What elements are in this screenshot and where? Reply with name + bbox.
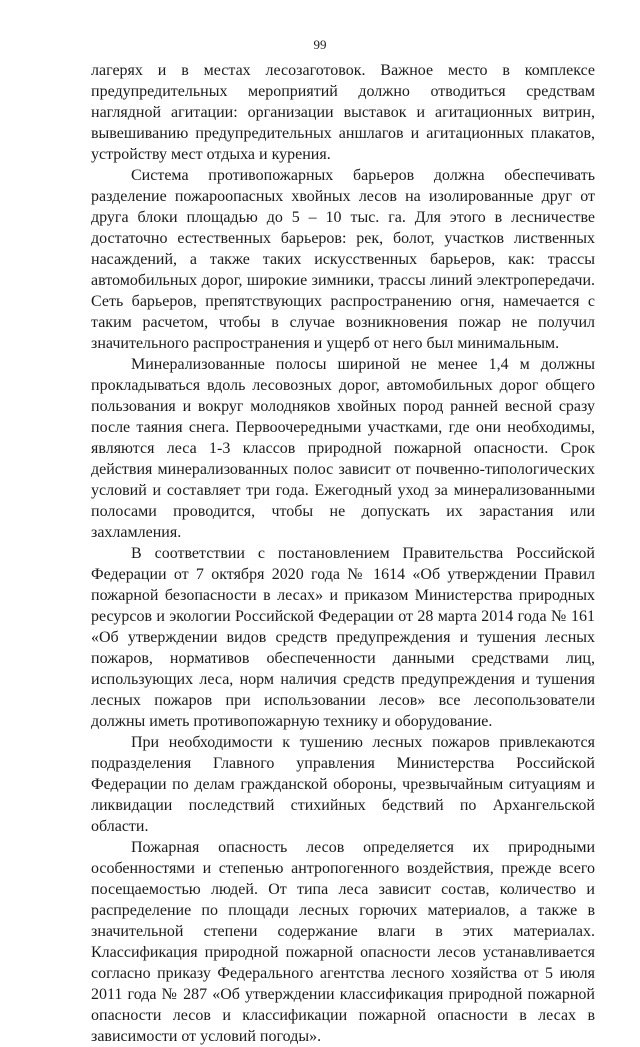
paragraph-fire-barriers: Система противопожарных барьеров должна обеспечивать разделение пожароопасных хвойных лесов на изолированные друг от друга блоки площадью до 5 – 10 тыс. га. Для этого в лесничестве достаточно естественных барьеров: рек, болот, участков лиственных насаждений, а также таких искусственных барьеров, как: трассы автомобильных дорог, широкие зимники, трассы линий электропередачи. Сеть барьеров, препятствующих распространению огня, намечается с таким расчетом, чтобы в случае возникновения пожар не получил значительного распространения и ущерб от него был минимальным. bbox=[91, 167, 595, 352]
paragraph-regulations: В соответствии с постановлением Правительства Российской Федерации от 7 октября 2020 года № 1614 «Об утверждении Правил пожарной безопасности в лесах» и приказом Министерства природных ресурсов и экологии Российской Федерации от 28 марта 2014 года № 161 «Об утверждении видов средств предупреждения и тушения лесных пожаров, нормативов обеспеченности данными средствами лиц, использующих леса, норм наличия средств предупреждения и тушения лесных пожаров при использовании лесов» все лесопользователи должны иметь противопожарную технику и оборудование. bbox=[91, 545, 595, 730]
paragraph-mineralized-strips: Минерализованные полосы шириной не менее 1,4 м должны прокладываться вдоль лесовозных дорог, автомобильных дорог общего пользования и вокруг молодняков хвойных пород ранней весной сразу после таяния снега. Первоочередными участками, где они необходимы, являются леса 1-3 классов природной пожарной опасности. Срок действия минерализованных полос зависит от почвенно-типологических условий и составляет три года. Ежегодный уход за минерализованными полосами проводится, чтобы не допускать их зарастания или захламления. bbox=[91, 356, 595, 541]
paragraph-emergency-services: При необходимости к тушению лесных пожаров привлекаются подразделения Главного управления Министерства Российской Федерации по делам гражданской обороны, чрезвычайным ситуациям и ликвидации последствий стихийных бедствий по Архангельской области. bbox=[91, 734, 595, 835]
paragraph-agitation-continuation: лагерях и в местах лесозаготовок. Важное место в комплексе предупредительных мероприятий должно отводиться средствам наглядной агитации: организации выставок и агитационных витрин, вывешиванию предупредительных аншлагов и агитационных плакатов, устройству мест отдыха и курения. bbox=[91, 62, 595, 163]
page-number: 99 bbox=[313, 37, 327, 52]
document-body bbox=[91, 60, 595, 1047]
paragraph-fire-hazard-classification: Пожарная опасность лесов определяется их природными особенностями и степенью антропогенного воздействия, прежде всего посещаемостью людей. От типа леса зависит состав, количество и распределение по площади лесных горючих материалов, а также в значительной степени содержание влаги в этих материалах. Классификация природной пожарной опасности лесов устанавливается согласно приказу Федерального агентства лесного хозяйства от 5 июля 2011 года № 287 «Об утверждении классификация природной пожарной опасности лесов и классификации пожарной опасности в лесах в зависимости от условий погоды». bbox=[91, 839, 595, 1045]
